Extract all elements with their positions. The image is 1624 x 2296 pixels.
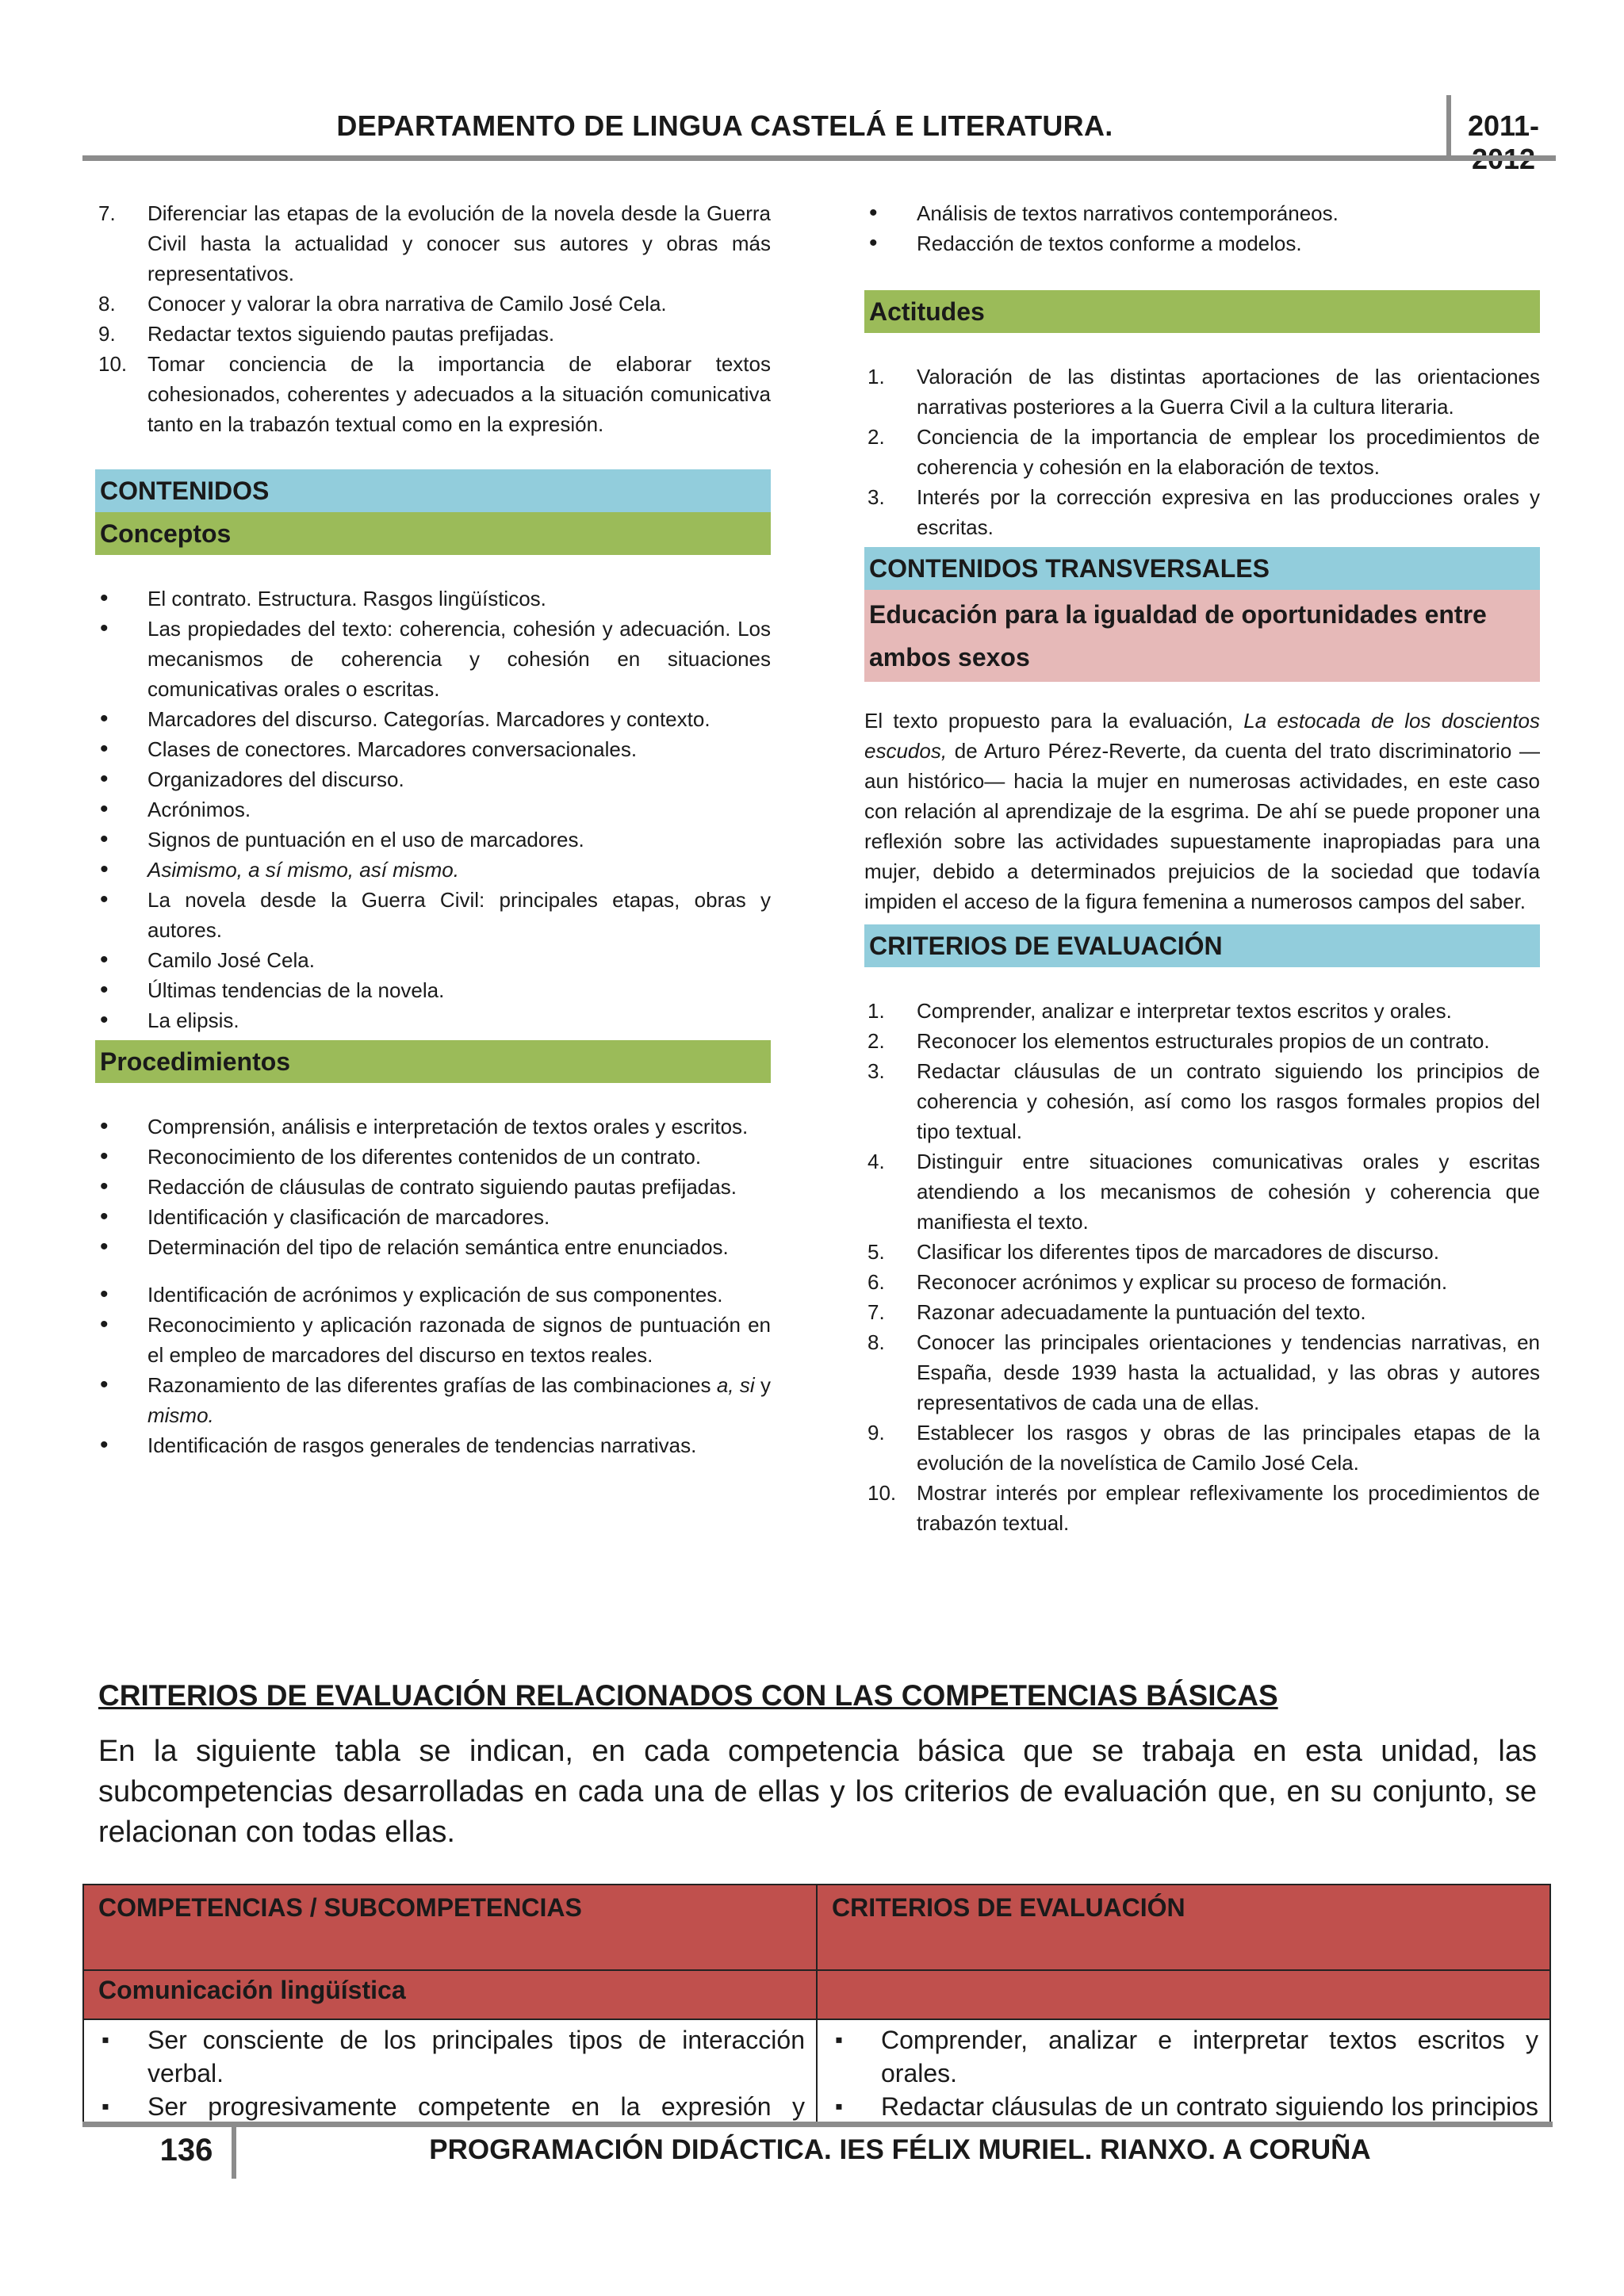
list-item: • Comprensión, análisis e interpretación de textos orales y escritos.: [95, 1112, 771, 1142]
right-column: [864, 198, 1540, 1538]
objective-item: [95, 349, 771, 439]
subcompetencias-cell: [83, 2019, 817, 2126]
igualdad-heading: Educación para la igualdad de oportunidades entre ambos sexos: [864, 590, 1540, 682]
competencias-intro: En la siguiente tabla se indican, en cada competencia básica que se trabaja en esta unidad, las subcompetencias desarrolladas en cada una de ellas y los criterios de evaluación que, en su conjunto, se relacionan con todas ellas.: [98, 1735, 1537, 1849]
competencia-heading: Comunicación lingüística: [83, 1970, 817, 2019]
item-number: 9.: [98, 322, 116, 346]
list-item: • Marcadores del discurso. Categorías. Marcadores y contexto.: [95, 704, 771, 734]
competencias-table: [82, 1884, 1551, 2126]
item-text: Interés por la corrección expresiva en las producciones orales y escritas.: [917, 485, 1540, 539]
actitudes-list: [864, 362, 1540, 542]
item-text: Distinguir entre situaciones comunicativas orales y escritas atendiendo a los mecanismos de cohesión y coherencia que manifiesta el texto.: [917, 1150, 1540, 1234]
actitudes-heading: Actitudes: [864, 290, 1540, 333]
item-text: Conocer y valorar la obra narrativa de Camilo José Cela.: [147, 292, 667, 316]
table-header-row: [83, 1885, 1550, 1970]
item-number: 4.: [868, 1150, 885, 1173]
department-title: DEPARTAMENTO DE LINGUA CASTELÁ E LITERATURA.: [336, 109, 1113, 142]
criterio-item: [864, 1146, 1540, 1237]
list-item: • Reconocimiento de los diferentes contenidos de un contrato.: [95, 1142, 771, 1172]
list-item: • Redacción de textos conforme a modelos.: [864, 228, 1540, 258]
item-text: Mostrar interés por emplear reflexivamente los procedimientos de trabazón textual.: [917, 1481, 1540, 1535]
table-row: [83, 1970, 1550, 2019]
objective-item: [95, 289, 771, 319]
criterio-item: [864, 1267, 1540, 1297]
list-item: • Determinación del tipo de relación semántica entre enunciados.: [95, 1232, 771, 1262]
item-number: 9.: [868, 1421, 885, 1445]
header-rule: [82, 155, 1556, 161]
item-text: Razonar adecuadamente la puntuación del texto.: [917, 1300, 1366, 1324]
list-item: • La novela desde la Guerra Civil: principales etapas, obras y autores.: [95, 885, 771, 945]
item-text: Comprender, analizar e interpretar textos escritos y orales.: [917, 999, 1452, 1023]
item-number: 2.: [868, 425, 885, 449]
item-text: y: [754, 1373, 772, 1397]
list-item: ▪ Ser progresivamente competente en la expresión y: [95, 2090, 805, 2123]
list-item: • Las propiedades del texto: coherencia, cohesión y adecuación. Los mecanismos de coherencia y cohesión en situaciones comunicativas orales o escritas.: [95, 614, 771, 704]
item-text: Clasificar los diferentes tipos de marcadores de discurso.: [917, 1240, 1439, 1264]
list-item: • Asimismo, a sí mismo, así mismo.: [95, 855, 771, 885]
item-number: 1.: [868, 999, 885, 1023]
list-item: ▪ Comprender, analizar e interpretar textos escritos y orales.: [829, 2023, 1538, 2090]
page-header: [82, 95, 1556, 162]
list-item: [95, 1370, 771, 1430]
list-item: • Acrónimos.: [95, 794, 771, 825]
item-text-italic: mismo.: [147, 1403, 214, 1427]
objectives-list: [95, 198, 771, 439]
list-item: • El contrato. Estructura. Rasgos lingüísticos.: [95, 584, 771, 614]
list-item: • Signos de puntuación en el uso de marcadores.: [95, 825, 771, 855]
column-header-competencias: COMPETENCIAS / SUBCOMPETENCIAS: [83, 1885, 817, 1970]
list-item: ▪ Ser consciente de los principales tipos de interacción verbal.: [95, 2023, 805, 2090]
left-column: [95, 198, 771, 1460]
list-item: • Últimas tendencias de la novela.: [95, 975, 771, 1005]
subcompetencias-list: [95, 2023, 805, 2123]
list-item: ▪ Redactar cláusulas de un contrato siguiendo los principios: [829, 2090, 1538, 2123]
item-text: Redactar cláusulas de un contrato siguiendo los principios de coherencia y cohesión, así como los rasgos formales propios del tipo textual.: [917, 1059, 1540, 1143]
item-text: Razonamiento de las diferentes grafías de las combinaciones: [147, 1373, 717, 1397]
item-text-italic: a, si: [716, 1373, 755, 1397]
column-header-criterios: CRITERIOS DE EVALUACIÓN: [817, 1885, 1550, 1970]
item-text: Valoración de las distintas aportaciones de las orientaciones narrativas posteriores a la Guerra Civil a la cultura literaria.: [917, 365, 1540, 419]
procedimientos-heading: Procedimientos: [95, 1040, 771, 1083]
item-text: Reconocer los elementos estructurales propios de un contrato.: [917, 1029, 1490, 1053]
item-text: Diferenciar las etapas de la evolución de la novela desde la Guerra Civil hasta la actualidad y conocer sus autores y obras más representativos.: [147, 201, 771, 285]
competencias-section-title: CRITERIOS DE EVALUACIÓN RELACIONADOS CON LAS COMPETENCIAS BÁSICAS: [98, 1679, 1278, 1712]
criterio-item: [864, 1327, 1540, 1418]
list-item: • Clases de conectores. Marcadores conversacionales.: [95, 734, 771, 764]
criterio-item: [864, 1026, 1540, 1056]
empty-cell: [817, 1970, 1550, 2019]
list-item: • Análisis de textos narrativos contemporáneos.: [864, 198, 1540, 228]
item-text: Conciencia de la importancia de emplear los procedimientos de coherencia y cohesión en la elaboración de textos.: [917, 425, 1540, 479]
item-number: 6.: [868, 1270, 885, 1294]
paragraph-text: El texto propuesto para la evaluación,: [864, 709, 1244, 733]
criterio-item: [864, 1418, 1540, 1478]
item-text: Conocer las principales orientaciones y tendencias narrativas, en España, desde 1939 hasta la actualidad, y las obras y autores representativos de cada una de ellas.: [917, 1330, 1540, 1414]
conceptos-heading: Conceptos: [95, 512, 771, 555]
item-number: 5.: [868, 1240, 885, 1264]
criterios-list: [864, 996, 1540, 1538]
criterios-heading: CRITERIOS DE EVALUACIÓN: [864, 924, 1540, 967]
criterio-item: [864, 1297, 1540, 1327]
procedimientos-continued-list: [864, 198, 1540, 258]
list-item: • Identificación de acrónimos y explicación de sus componentes.: [95, 1280, 771, 1310]
actitud-item: [864, 422, 1540, 482]
item-number: 3.: [868, 1059, 885, 1083]
actitud-item: [864, 362, 1540, 422]
item-number: 7.: [868, 1300, 885, 1324]
item-number: 8.: [98, 292, 116, 316]
item-number: 3.: [868, 485, 885, 509]
igualdad-paragraph: [864, 706, 1540, 916]
list-item: • Identificación y clasificación de marcadores.: [95, 1202, 771, 1232]
criterio-item: [864, 1056, 1540, 1146]
conceptos-list: [95, 584, 771, 1035]
paragraph-text: de Arturo Pérez-Reverte, da cuenta del trato discriminatorio —aun histórico— hacia la mujer en numerosas actividades, en este caso con relación al aprendizaje de la esgrima. De ahí se puede proponer una reflexión sobre las actividades supuestamente inapropiadas para una mujer, debido a determinados prejuicios de la sociedad que todavía impiden el acceso de la figura femenina a numerosos campos del saber.: [864, 739, 1540, 913]
item-number: 8.: [868, 1330, 885, 1354]
objective-item: [95, 198, 771, 289]
footer-rule: [82, 2122, 1553, 2127]
item-text: Redactar textos siguiendo pautas prefijadas.: [147, 322, 555, 346]
list-item: • Redacción de cláusulas de contrato siguiendo pautas prefijadas.: [95, 1172, 771, 1202]
item-number: 2.: [868, 1029, 885, 1053]
item-text: Establecer los rasgos y obras de las principales etapas de la evolución de la novelística de Camilo José Cela.: [917, 1421, 1540, 1475]
item-text: Tomar conciencia de la importancia de elaborar textos cohesionados, coherentes y adecuados a la situación comunicativa tanto en la trabazón textual como en la expresión.: [147, 352, 771, 436]
footer-text: PROGRAMACIÓN DIDÁCTICA. IES FÉLIX MURIEL. RIANXO. A CORUÑA: [429, 2134, 1371, 2165]
item-number: 10.: [98, 352, 128, 376]
criterios-cell: [817, 2019, 1550, 2126]
footer-divider: [232, 2126, 236, 2179]
transversales-heading: CONTENIDOS TRANSVERSALES: [864, 547, 1540, 590]
list-item: • Organizadores del discurso.: [95, 764, 771, 794]
contenidos-heading: CONTENIDOS: [95, 469, 771, 512]
item-number: 7.: [98, 201, 116, 225]
list-item: • Reconocimiento y aplicación razonada de signos de puntuación en el empleo de marcadores del discurso en textos reales.: [95, 1310, 771, 1370]
page-number: 136: [159, 2133, 213, 2168]
academic-year: 2011-: [1467, 109, 1540, 142]
work-title: La estocada de los doscientos escudos,: [864, 709, 1540, 763]
procedimientos-list: [95, 1112, 771, 1460]
criterio-item: [864, 1237, 1540, 1267]
criterio-item: [864, 996, 1540, 1026]
item-text: Reconocer acrónimos y explicar su proceso de formación.: [917, 1270, 1448, 1294]
objective-item: [95, 319, 771, 349]
criterio-item: [864, 1478, 1540, 1538]
table-row: [83, 2019, 1550, 2126]
criterios-cell-list: [829, 2023, 1538, 2123]
list-item: • Camilo José Cela.: [95, 945, 771, 975]
item-number: 10.: [868, 1481, 897, 1505]
item-number: 1.: [868, 365, 885, 388]
list-item: • Identificación de rasgos generales de tendencias narrativas.: [95, 1430, 818, 1460]
actitud-item: [864, 482, 1540, 542]
list-item: • La elipsis.: [95, 1005, 771, 1035]
